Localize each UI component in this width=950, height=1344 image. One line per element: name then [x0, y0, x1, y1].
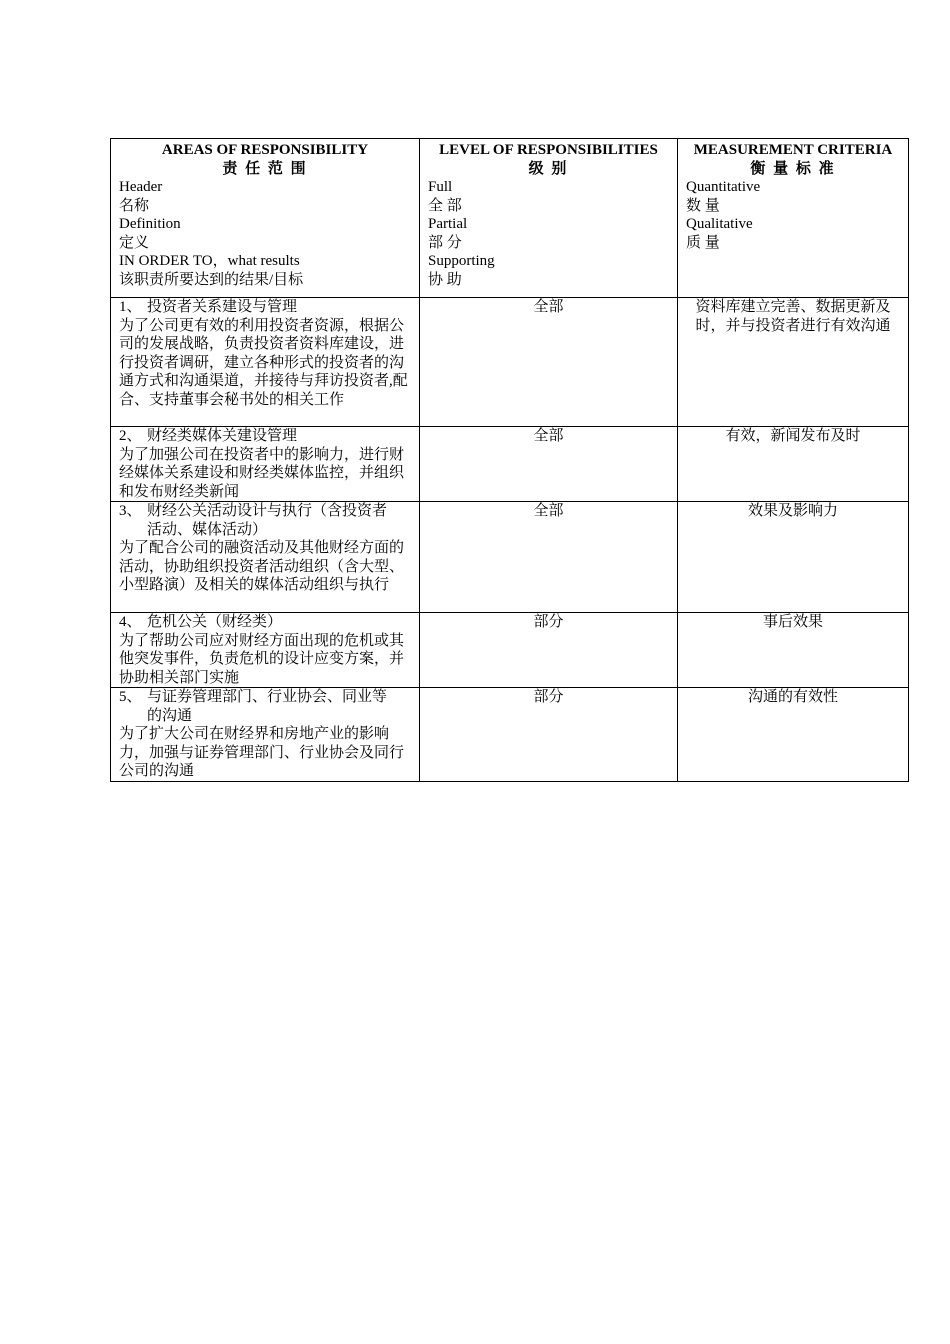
item-number: 3、 — [119, 503, 142, 519]
measure-cell: 效果及影响力 — [678, 502, 909, 613]
item-description: 为了加强公司在投资者中的影响力，进行财经媒体关系建设和财经类媒体监控，并组织和发布财经类新闻 — [119, 446, 405, 500]
item-title-continuation: 的沟通 — [147, 707, 193, 724]
item-description: 为了配合公司的融资活动及其他财经方面的活动，协助组织投资者活动组织（含大型、小型路演）及相关的媒体活动组织与执行 — [119, 540, 405, 593]
item-number: 2、 — [119, 428, 142, 444]
item-number: 5、 — [119, 689, 142, 705]
header-line: 协 助 — [428, 271, 462, 288]
header-subtitle: 责 任 范 围 — [222, 160, 308, 177]
item-title-text: 危机公关（财经类） — [147, 614, 283, 630]
item-title — [119, 613, 411, 632]
header-line: Supporting — [428, 253, 495, 269]
table-row — [111, 688, 909, 782]
measure-cell: 有效，新闻发布及时 — [678, 427, 909, 502]
level-cell: 部分 — [420, 613, 678, 688]
header-subtitle: 衡 量 标 准 — [750, 160, 836, 177]
header-level — [420, 139, 678, 298]
item-title-text: 投资者关系建设与管理 — [147, 299, 298, 315]
level-cell: 全部 — [420, 298, 678, 427]
item-title-continuation: 活动、媒体活动） — [147, 521, 268, 538]
header-areas — [111, 139, 420, 298]
measure-cell: 资料库建立完善、数据更新及时，并与投资者进行有效沟通 — [678, 298, 909, 427]
item-title-text: 财经公关活动设计与执行（含投资者 — [147, 503, 388, 519]
item-number: 1、 — [119, 299, 142, 315]
header-line: IN ORDER TO，what results — [119, 253, 300, 269]
table-header-row — [111, 139, 909, 298]
header-measurement — [678, 139, 909, 298]
item-description: 为了扩大公司在财经界和房地产业的影响力，加强与证券管理部门、行业协会及同行公司的沟通 — [119, 726, 405, 779]
header-title: LEVEL OF RESPONSIBILITIES — [439, 142, 658, 158]
header-line: Definition — [119, 216, 181, 232]
header-line: Header — [119, 179, 163, 195]
header-line: 质 量 — [686, 234, 720, 251]
level-cell: 全部 — [420, 502, 678, 613]
header-line: 定义 — [119, 234, 150, 251]
item-title — [119, 298, 411, 317]
area-cell — [111, 427, 420, 502]
table-row — [111, 502, 909, 613]
header-line: 该职责所要达到的结果/目标 — [119, 271, 304, 288]
item-description: 为了帮助公司应对财经方面出现的危机或其他突发事件，负责危机的设计应变方案，并协助相关部门实施 — [119, 632, 405, 686]
measure-cell: 事后效果 — [678, 613, 909, 688]
header-title: AREAS OF RESPONSIBILITY — [161, 142, 369, 158]
level-cell: 全部 — [420, 427, 678, 502]
area-cell — [111, 502, 420, 613]
area-cell — [111, 613, 420, 688]
header-subtitle: 级 别 — [528, 160, 569, 177]
header-line: 部 分 — [428, 234, 462, 251]
area-cell — [111, 298, 420, 427]
header-line: 名称 — [119, 197, 150, 214]
item-title — [119, 688, 411, 725]
level-cell: 部分 — [420, 688, 678, 782]
item-title-text: 与证券管理部门、行业协会、同业等 — [147, 689, 388, 705]
header-line: Quantitative — [686, 179, 761, 195]
responsibility-table — [110, 138, 909, 782]
header-title: MEASUREMENT CRITERIA — [693, 142, 893, 158]
header-line: Qualitative — [686, 216, 753, 232]
header-line: 全 部 — [428, 197, 462, 214]
header-line: Full — [428, 179, 453, 195]
table-row — [111, 427, 909, 502]
item-title-text: 财经类媒体关建设管理 — [147, 428, 298, 444]
area-cell — [111, 688, 420, 782]
table-row — [111, 298, 909, 427]
header-line: 数 量 — [686, 197, 720, 214]
item-title — [119, 502, 411, 539]
table-row — [111, 613, 909, 688]
item-description: 为了公司更有效的利用投资者资源，根据公司的发展战略，负责投资者资料库建设，进行投资者调研，建立各种形式的投资者的沟通方式和沟通渠道，并接待与拜访投资者,配合、支持董事会秘书处的相关工作 — [119, 317, 408, 408]
measure-cell: 沟通的有效性 — [678, 688, 909, 782]
header-line: Partial — [428, 216, 468, 232]
item-title — [119, 427, 411, 446]
item-number: 4、 — [119, 614, 142, 630]
